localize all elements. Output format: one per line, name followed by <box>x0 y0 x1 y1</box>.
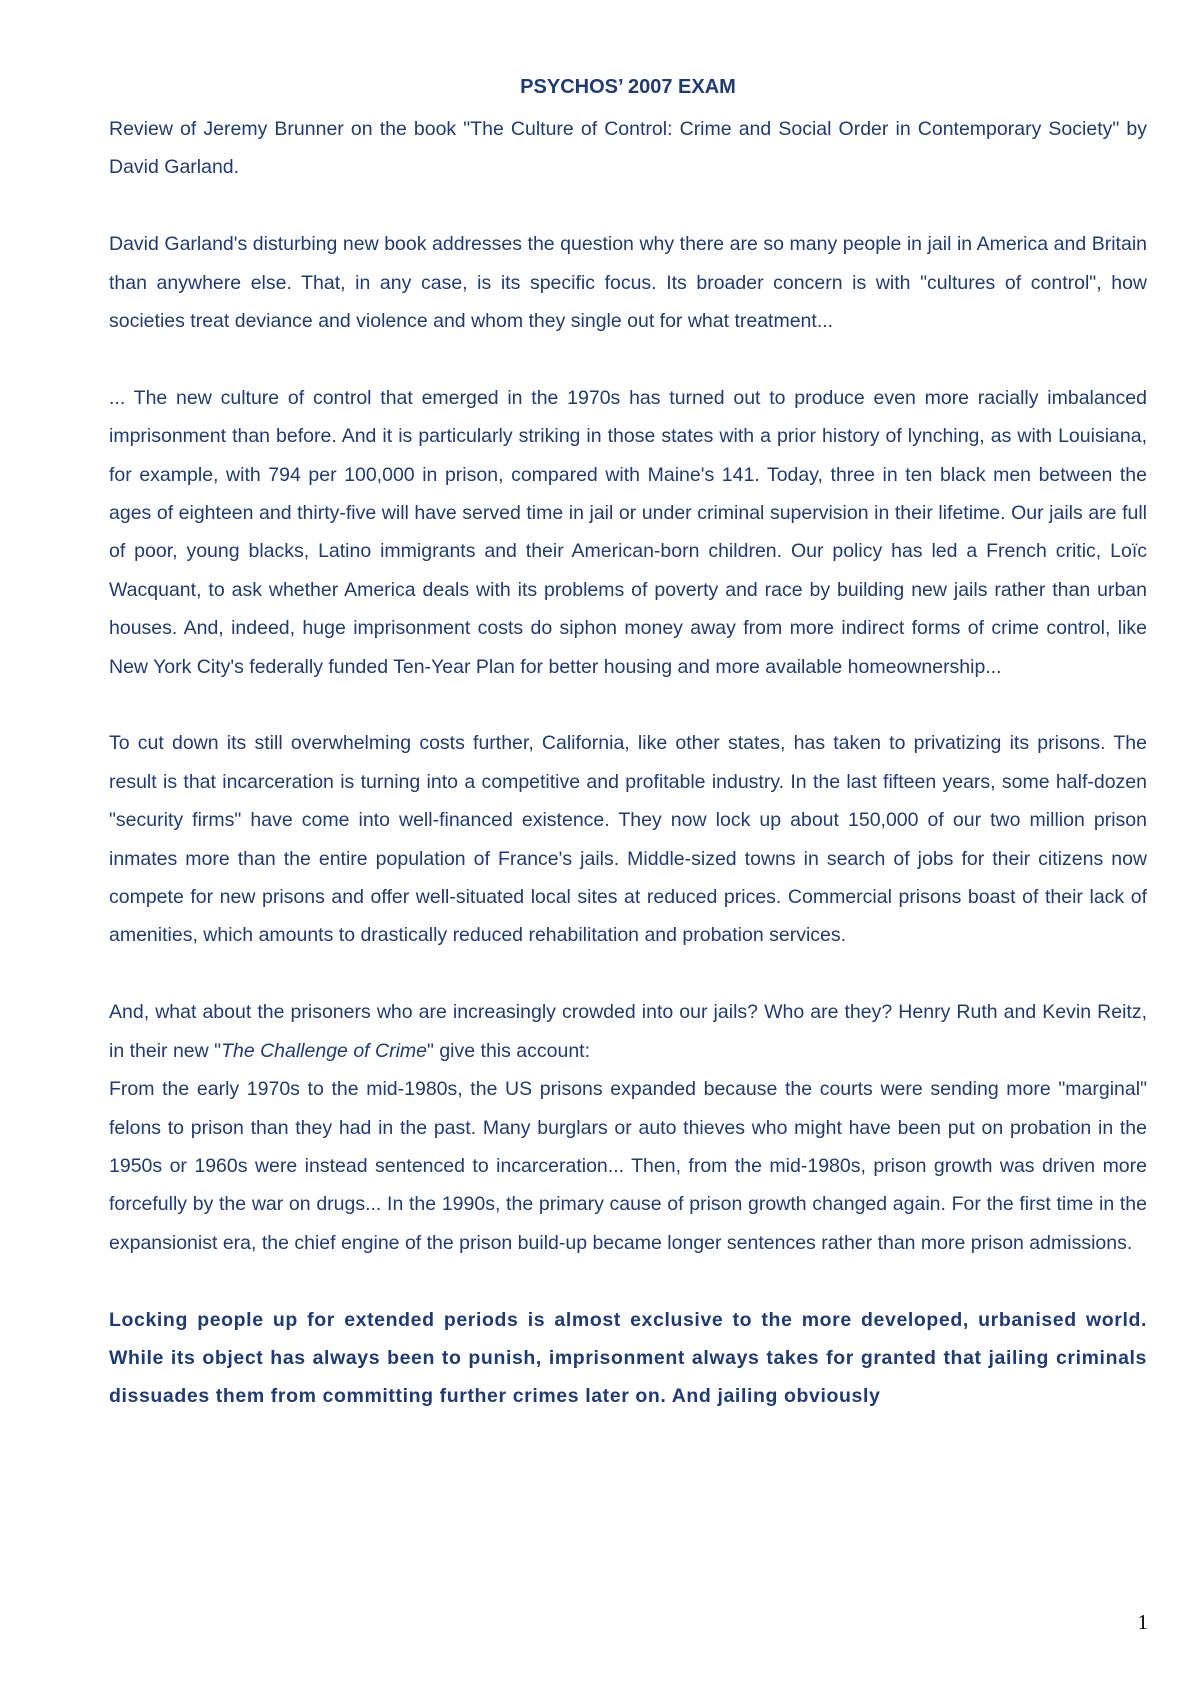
document-body <box>109 70 1147 1416</box>
book-title-italic: The Challenge of Crime <box>221 1039 427 1062</box>
paragraph-4-text-end: " give this account: <box>427 1039 591 1062</box>
paragraph-4-text-start: And, what about the prisoners who are increasingly crowded into our jails? Who are they? Henry Ruth and Kevin Reitz, in their new " <box>109 1001 1147 1062</box>
intro-paragraph: Review of Jeremy Brunner on the book "The Culture of Control: Crime and Social Order in Contemporary Society" by David Garland. <box>109 118 1147 179</box>
document-title: PSYCHOS’ 2007 EXAM <box>520 76 736 98</box>
paragraph-4 <box>109 993 1147 1070</box>
paragraph-3: To cut down its still overwhelming costs further, California, like other states, has taken to privatizing its prisons. The result is that incarceration is turning into a competitive and profitable industry. In the last fifteen years, some half-dozen "security firms" have come into well-financed existence. They now lock up about 150,000 of our two million prison inmates more than the entire population of France's jails. Middle-sized towns in search of jobs for their citizens now compete for new prisons and offer well-situated local sites at reduced prices. Commercial prisons boast of their lack of amenities, which amounts to drastically reduced rehabilitation and probation services. <box>109 732 1147 947</box>
page-number: 1 <box>1137 1610 1148 1634</box>
paragraph-5-quote: From the early 1970s to the mid-1980s, the US prisons expanded because the courts were sending more "marginal" felons to prison than they had in the past. Many burglars or auto thieves who might have been put on probation in the 1950s or 1960s were instead sentenced to incarceration... Then, from the mid-1980s, prison growth was driven more forcefully by the war on drugs... In the 1990s, the primary cause of prison growth changed again. For the first time in the expansionist era, the chief engine of the prison build-up became longer sentences rather than more prison admissions. <box>109 1078 1147 1254</box>
paragraph-1: David Garland's disturbing new book addresses the question why there are so many people in jail in America and Britain than anywhere else. That, in any case, is its specific focus. Its broader concern is with "cultures of control", how societies treat deviance and violence and whom they single out for what treatment... <box>109 233 1147 333</box>
paragraph-2: ... The new culture of control that emerged in the 1970s has turned out to produce even more racially imbalanced imprisonment than before. And it is particularly striking in those states with a prior history of lynching, as with Louisiana, for example, with 794 per 100,000 in prison, compared with Maine's 141. Today, three in ten black men between the ages of eighteen and thirty-five will have served time in jail or under criminal supervision in their lifetime. Our jails are full of poor, young blacks, Latino immigrants and their American-born children. Our policy has led a French critic, Loïc Wacquant, to ask whether America deals with its problems of poverty and race by building new jails rather than urban houses. And, indeed, huge imprisonment costs do siphon money away from more indirect forms of crime control, like New York City's federally funded Ten-Year Plan for better housing and more available homeownership... <box>109 386 1147 678</box>
paragraph-6-bold: Locking people up for extended periods is almost exclusive to the more developed, urbanised world. While its object has always been to punish, imprisonment always takes for granted that jailing criminals dissuades them from committing further crimes later on. And jailing obviously <box>109 1308 1147 1408</box>
